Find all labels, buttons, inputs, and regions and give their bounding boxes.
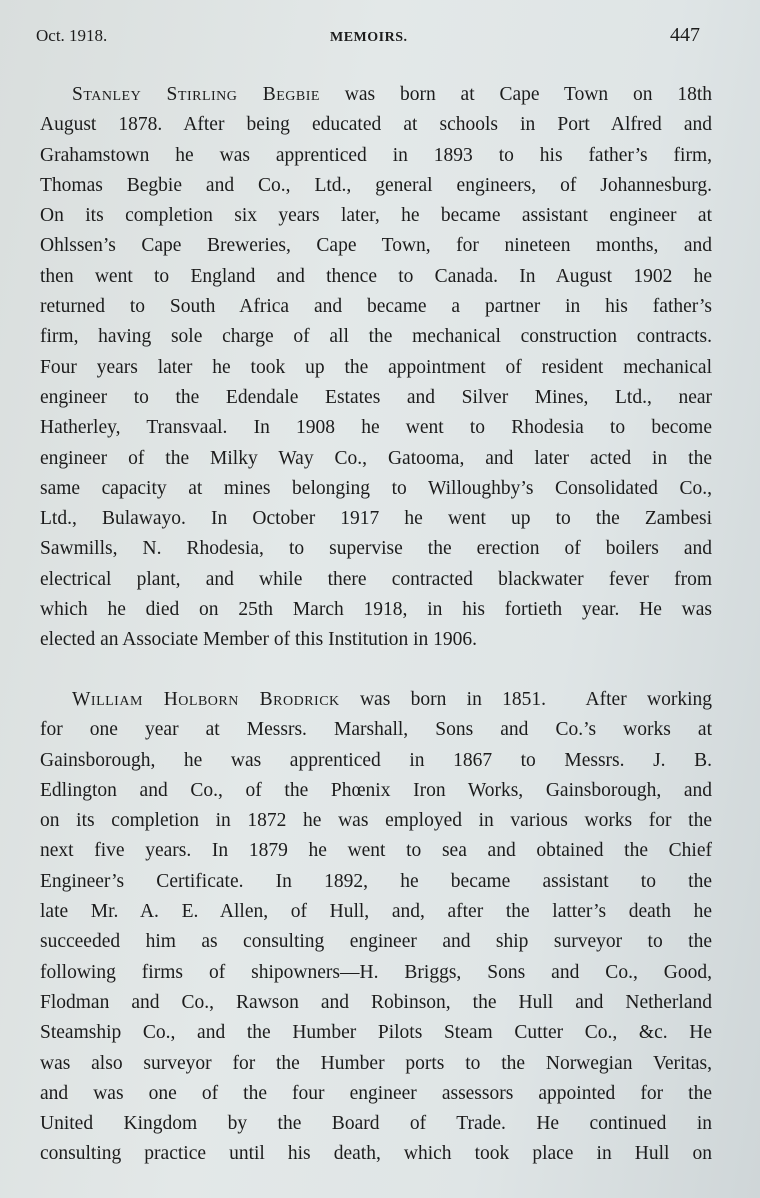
text-line-rest: was born in 1851. After working — [339, 689, 712, 710]
memoir-subject-name: William Holborn Brodrick — [72, 689, 340, 710]
text-line: engineer of the Milky Way Co., Gatooma, and later acted in the — [40, 447, 712, 469]
text-line: next five years. In 1879 he went to sea and obtained the Chief — [40, 840, 712, 862]
text-line — [40, 685, 712, 715]
text-line: United Kingdom by the Board of Trade. He continued in — [40, 1113, 712, 1135]
running-header-title: MEMOIRS. — [330, 30, 408, 45]
text-line: Edlington and Co., of the Phœnix Iron Works, Gainsborough, and — [40, 779, 712, 801]
text-line: elected an Associate Member of this Institution in 1906. — [40, 629, 478, 651]
text-line: Gainsborough, he was apprenticed in 1867 to Messrs. J. B. — [40, 749, 712, 771]
text-line: was also surveyor for the Humber ports to the Norwegian Veritas, — [40, 1052, 712, 1074]
text-line: which he died on 25th March 1918, in his fortieth year. He was — [40, 599, 712, 621]
memoir-paragraph-begbie — [40, 80, 712, 656]
text-line: Engineer’s Certificate. In 1892, he became assistant to the — [40, 870, 712, 892]
text-line: on its completion in 1872 he was employed in various works for the — [40, 810, 712, 832]
text-line: and was one of the four engineer assessors appointed for the — [40, 1082, 712, 1104]
text-line: following firms of shipowners—H. Briggs, Sons and Co., Good, — [40, 961, 712, 983]
text-line: Ltd., Bulawayo. In October 1917 he went up to the Zambesi — [40, 508, 712, 530]
text-line: then went to England and thence to Canada. In August 1902 he — [40, 265, 712, 287]
text-line: consulting practice until his death, which took place in Hull on — [40, 1143, 712, 1165]
text-line: electrical plant, and while there contracted blackwater fever from — [40, 568, 712, 590]
text-line: Flodman and Co., Rawson and Robinson, the Hull and Netherland — [40, 991, 712, 1013]
text-line-rest: was born at Cape Town on 18th — [319, 84, 713, 105]
text-line: Four years later he took up the appointment of resident mechanical — [40, 356, 712, 378]
text-line: same capacity at mines belonging to Willoughby’s Consolidated Co., — [40, 477, 712, 499]
running-header-date: Oct. 1918. — [36, 26, 108, 45]
text-line: Steamship Co., and the Humber Pilots Steam Cutter Co., &c. He — [40, 1022, 712, 1044]
text-line — [40, 80, 712, 110]
text-line: late Mr. A. E. Allen, of Hull, and, after the latter’s death he — [40, 901, 712, 923]
text-line: Thomas Begbie and Co., Ltd., general engineers, of Johannesburg. — [40, 174, 712, 196]
text-line: Ohlssen’s Cape Breweries, Cape Town, for nineteen months, and — [40, 235, 712, 257]
text-line: for one year at Messrs. Marshall, Sons and Co.’s works at — [40, 719, 712, 741]
text-line: succeeded him as consulting engineer and ship surveyor to the — [40, 931, 712, 953]
text-line: On its completion six years later, he became assistant engineer at — [40, 205, 712, 227]
text-line: returned to South Africa and became a partner in his father’s — [40, 296, 712, 318]
text-line: firm, having sole charge of all the mechanical construction contracts. — [40, 326, 712, 348]
text-line: August 1878. After being educated at schools in Port Alfred and — [40, 114, 712, 136]
memoir-subject-name: Stanley Stirling Begbie — [72, 84, 320, 105]
text-line: engineer to the Edendale Estates and Silver Mines, Ltd., near — [40, 386, 712, 408]
text-line: Grahamstown he was apprenticed in 1893 to his father’s firm, — [40, 144, 712, 166]
memoir-paragraph-brodrick — [40, 685, 712, 1170]
text-line: Hatherley, Transvaal. In 1908 he went to Rhodesia to become — [40, 417, 712, 439]
text-line: Sawmills, N. Rhodesia, to supervise the erection of boilers and — [40, 538, 712, 560]
page-number: 447 — [670, 24, 700, 46]
